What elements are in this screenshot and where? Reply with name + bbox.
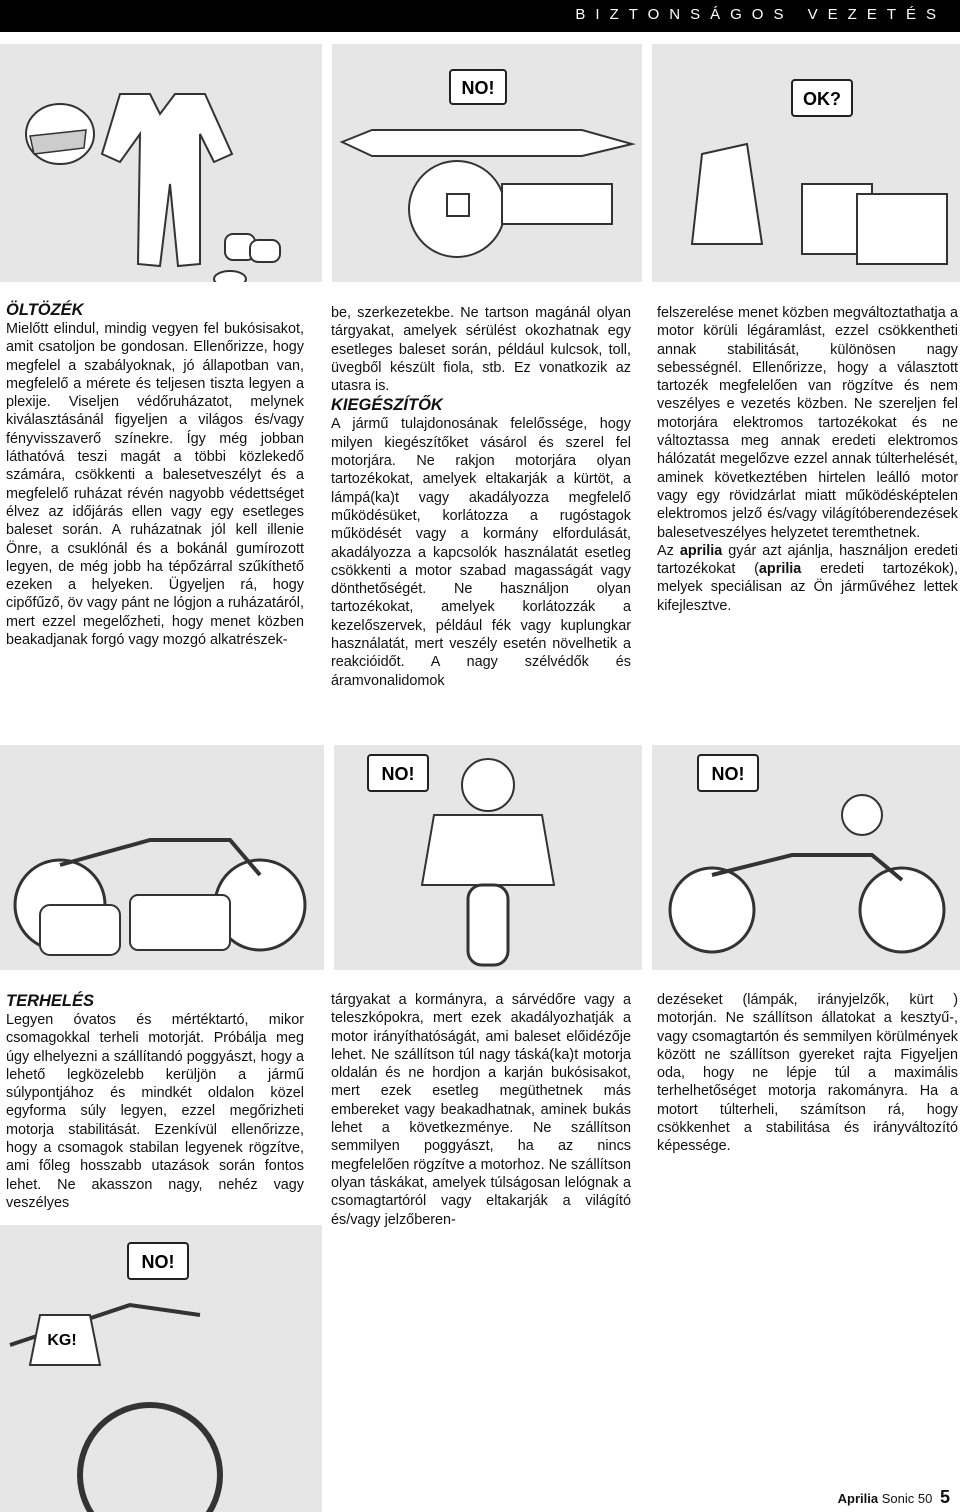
section2-column-1 xyxy=(6,991,304,1212)
illustration-front-bike xyxy=(334,745,642,970)
illustration-clothing xyxy=(0,44,322,282)
section1-column-3 xyxy=(657,304,958,615)
illustration-handlebar-weight xyxy=(0,1225,322,1512)
section1-col2-text-b: A jármű tulajdonosának felelőssége, hogy milyen kiegészítőket vásárol és szerel fel motorjára. Ne rakjon motorjára olyan tartozékokat, amelyek eltakarják a kürtöt, a lámpá(ka)t vagy akadályozza megfelelő működésüket, korlátozza a rugóstagok működését vagy a kormány elfordulását, akadályozza a kapcsolók használatát esetleg csökkenti a motor szabad magasságát vagy dönthetőségét. Ne használjon olyan tartozékokat, amelyek korlátozzák a kezelőszervek, például fék vagy kuplungkar használatát, mert veszély esetén növelhetik a reakcióidőt. A nagy szélvédők és áramvonalidomok xyxy=(331,416,631,689)
section2-col2-text: tárgyakat a kormányra, a sárvédőre vagy a teleszkópokra, mert ezek akadályozhatják a motor irányíthatóságát, ami baleset előidézője lehet. Ne szállítson túl nagy táská(ka)t motorja oldalán és ne hordjon a karján bukósisakot, mert ezek esetleg megüthetnek más embereket vagy beakadhatnak, aminek bukás lehet a következménye. Ne szállítson semmilyen poggyászt, ha az nincs megfelelően rögzítve a motorhoz. Ne szállítson olyan táskákat, amelyek túlságosan lelógnak a csomagtartóról vagy eltakarják a világító és/vagy jelzőberen- xyxy=(331,992,631,1228)
section2-col3-text: dezéseket (lámpák, irányjelzők, kürt ) motorján. Ne szállítson állatokat a kesztyű-, vagy csomagtartón és semmilyen körülmények között ne szállítson gyereket rajta Figyeljen oda, hogy ne lépje túl a maximális terhelhetőséget motorja rakományra. Ha a motort túlterheli, számítson rá, hogy csökkenhet a stabilitása és irányváltozító képessége. xyxy=(657,992,958,1155)
heading-accessories: KIEGÉSZÍTŐK xyxy=(331,396,443,415)
badge-no-text: NO! xyxy=(461,78,495,98)
illustration-key-pen xyxy=(332,44,642,282)
page-header-title: BIZTONSÁGOS VEZETÉS xyxy=(575,6,946,23)
illustration-passenger-bike xyxy=(652,745,960,970)
section1-col3-text-b: Az aprilia gyár azt ajánlja, használjon eredeti tartozékokat (aprilia eredeti tartozékok), melyek speciálisan az Ön járművéhez lettek kifejlesztve. xyxy=(657,542,958,614)
section1-col3-text-a: felszerelése menet közben megváltoztathatja a motor körüli légáramlást, ezzel csökkentheti annak stabilitását, különösen nagy sebességnél. Ellenőrizze, hogy a választott tartozék megfelelően van rögzítve és nem veszélyes e vezetés közben. Ne szereljen fel motorjára elektromos tartozékokat és ne változtassa meg annak eredeti elektromos hálózatát megelőzve ezzel annak túlterhelését, aminek következtében hirtelen leálló motor vagy egy rövidzárlat miatt működésképtelen elektromos jelző és/vagy világítóberendezések balesetveszélyes helyzetet teremthetnek. xyxy=(657,305,958,541)
section1-col2-text-a: be, szerkezetekbe. Ne tartson magánál olyan tárgyakat, amelyek sérülést okozhatnak egy esetleges baleset során, például kulcsok, toll, üvegből készült fiola, stb. Ez vonatkozik az utasra is. xyxy=(331,305,631,395)
section1-col1-text: Mielőtt elindul, mindig vegyen fel bukósisakot, amit csatoljon be gondosan. Ellenőrizze, hogy megfelel a szabályoknak, jó állapotban van, megfelelő a mérete és teljesen tiszta legyen a plexije. Viseljen védőruházatot, melynek kiválasztásánál figyeljen a világos és/vagy fényvisszaverő színekre. Így még jobban láthatóvá teszi magát a többi közlekedő számára, csökkenti a balesetveszélyt és a megfelelő ruházat révén nagyobb védettséget élvez az időjárás ellen vagy egy esetleges baleset során. A ruházatnak jól kell illenie Önre, a csuklónál és a bokánál gumírozott legyen, de még jobb ha tépőzárral szűkíthető ezeken a helyeken. Ügyeljen rá, hogy cipőfűző, öv vagy pánt ne lógjon a ruházatáról, mert ezzel megelőzheti, hogy menet közben beakadjanak forgó vagy mozgó alkatrészek- xyxy=(6,321,304,649)
page-number: 5 xyxy=(939,1487,950,1507)
header-bar xyxy=(0,0,960,32)
footer-model: Sonic 50 xyxy=(881,1491,933,1506)
heading-clothing: ÖLTÖZÉK xyxy=(6,301,84,319)
badge-no-text: NO! xyxy=(141,1252,175,1272)
brand-aprilia: aprilia xyxy=(758,561,802,578)
section2-column-3 xyxy=(657,991,958,1156)
heading-loading: TERHELÉS xyxy=(6,992,95,1010)
badge-no-text: NO! xyxy=(381,764,415,784)
section1-column-1 xyxy=(6,300,304,649)
page-footer xyxy=(838,1487,950,1508)
weight-label-text: KG! xyxy=(47,1332,77,1349)
section2-column-2 xyxy=(331,991,631,1229)
badge-ok-text: OK? xyxy=(803,89,841,109)
section1-column-2 xyxy=(331,304,631,690)
section2-col1-text: Legyen óvatos és mértéktartó, mikor csomagokkal terheli motorját. Próbálja meg úgy elhelyezni a szállítandó poggyászt, hogy a lehető legközelebb kerüljön a jármű súlypontjához és mindkét oldalon közel egyforma súly legyen, ezzel megőrizheti motorja stabilitását. Ezenkívül ellenőrizze, hogy a csomagok stabilan legyenek rögzítve, ami főleg hosszabb utazások során fontos lehet. Ne akasszon nagy, nehéz vagy veszélyes xyxy=(6,1012,304,1211)
illustration-loaded-bike xyxy=(0,745,324,970)
badge-no-text: NO! xyxy=(711,764,745,784)
footer-brand: Aprilia xyxy=(837,1491,879,1506)
brand-aprilia: aprilia xyxy=(679,542,723,559)
illustration-windscreen-bags xyxy=(652,44,960,282)
